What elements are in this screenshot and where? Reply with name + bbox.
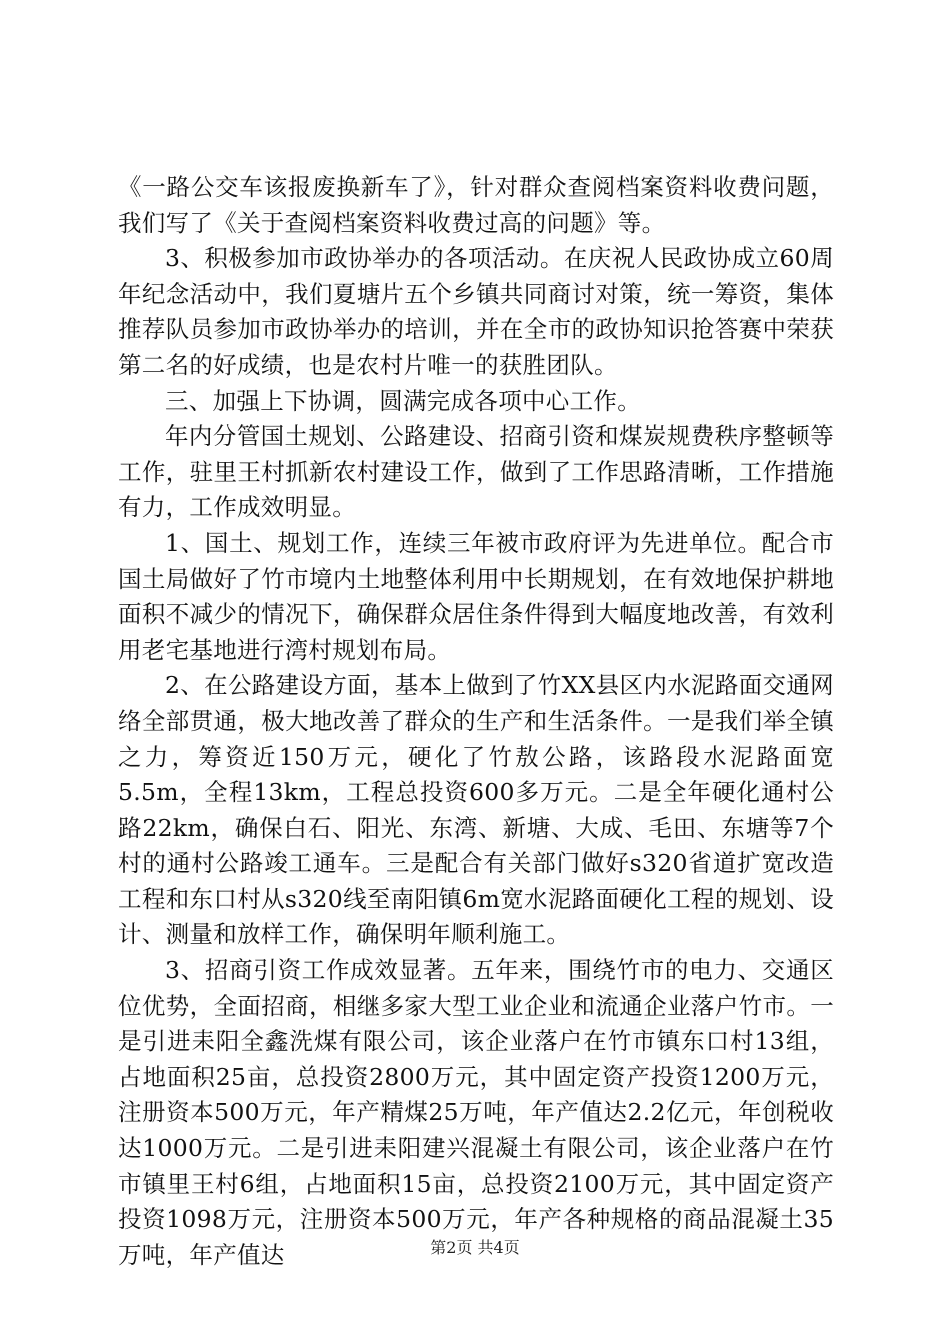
paragraph-land-planning: 1、国土、规划工作，连续三年被市政府评为先进单位。配合市国土局做好了竹市境内土地整体利用中长期规划，在有效地保护耕地面积不减少的情况下，确保群众居住条件得到大幅度地改善，有效利用老宅基地进行湾村规划布局。 [118, 528, 834, 664]
paragraph-road-construction: 2、在公路建设方面，基本上做到了竹XX县区内水泥路面交通网络全部贯通，极大地改善了群众的生产和生活条件。一是我们举全镇之力，筹资近150万元，硬化了竹敖公路，该路段水泥路面宽5.5m，全程13km，工程总投资600多万元。二是全年硬化通村公路22km，确保白石、阳光、东湾、新塘、大成、毛田、东塘等7个村的通村公路竣工通车。三是配合有关部门做好s320省道扩宽改造工程和东口村从s320线至南阳镇6m宽水泥路面硬化工程的规划、设计、测量和放样工作，确保明年顺利施工。 [118, 671, 834, 949]
paragraph-work-overview: 年内分管国土规划、公路建设、招商引资和煤炭规费秩序整顿等工作，驻里王村抓新农村建设工作，做到了工作思路清晰，工作措施有力，工作成效明显。 [118, 422, 834, 522]
page-footer: 第2页 共4页 [430, 1238, 520, 1257]
paragraph-continuation: 《一路公交车该报废换新车了》，针对群众查阅档案资料收费问题，我们写了《关于查阅档案资料收费过高的问题》等。 [118, 173, 834, 237]
section-heading-coordination: 三、加强上下协调，圆满完成各项中心工作。 [165, 386, 641, 415]
paragraph-investment: 3、招商引资工作成效显著。五年来，围绕竹市的电力、交通区位优势，全面招商，相继多家大型工业企业和流通企业落户竹市。一是引进耒阳全鑫洗煤有限公司，该企业落户在竹市镇东口村13组，占地面积25亩，总投资2800万元，其中固定资产投资1200万元，注册资本500万元，年产精煤25万吨，年产值达2.2亿元，年创税收达1000万元。二是引进耒阳建兴混凝土有限公司，该企业落户在竹市镇里王村6组，占地面积15亩，总投资2100万元，其中固定资产投资1098万元，注册资本500万元，年产各种规格的商品混凝土35万吨，年产值达 [118, 956, 834, 1269]
paragraph-cppcc-activities: 3、积极参加市政协举办的各项活动。在庆祝人民政协成立60周年纪念活动中，我们夏塘片五个乡镇共同商讨对策，统一筹资，集体推荐队员参加市政协举办的培训，并在全市的政协知识抢答赛中荣获第二名的好成绩，也是农村片唯一的获胜团队。 [118, 244, 834, 379]
document-body [118, 170, 834, 1273]
